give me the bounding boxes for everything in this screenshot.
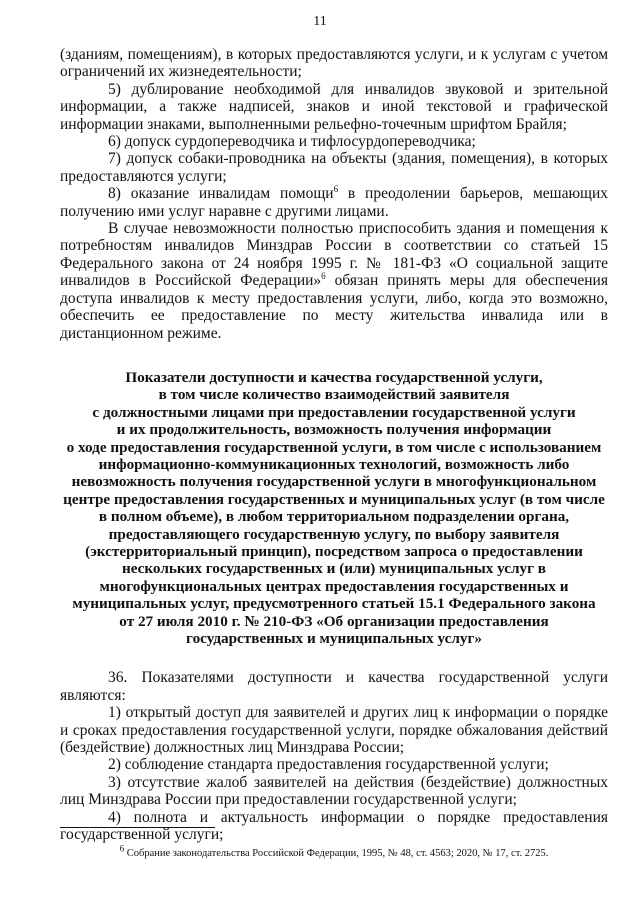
paragraph-federal-law <box>60 220 608 342</box>
footnote-reference: 6 <box>321 271 326 282</box>
footnote <box>60 843 608 859</box>
paragraph-item-6: 6) допуск сурдопереводчика и тифлосурдопереводчика; <box>108 133 476 151</box>
paragraph-continuation: (зданиям, помещениям), в которых предоставляются услуги, и к услугам с учетом ограничений их жизнедеятельности; <box>60 46 608 81</box>
paragraph-item-8-part2: в преодолении барьеров, мешающих получению ими услуг наравне с другими лицами. <box>60 185 609 220</box>
heading-line: в полном объеме), в любом территориальном подразделении органа, <box>98 508 570 526</box>
heading-line: государственных и муниципальных услуг» <box>186 630 482 647</box>
paragraph-item-8 <box>60 185 608 220</box>
section-heading <box>60 369 608 648</box>
paragraph-36-item-4: 4) полнота и актуальность информации о порядке предоставления государственной услуги; <box>60 808 608 844</box>
paragraph-federal-law-part1: В случае невозможности полностью приспособить здания и помещения к потребностям инвалидов Минздрав России в соответствии со статьей 15 Федерального закона от 24 ноября 1995 г. № 181-ФЗ «О социальной защите инвалидов в Российской Федерации» <box>60 220 608 290</box>
heading-line: Показатели доступности и качества государственной услуги, <box>125 368 543 386</box>
heading-line: от 27 июля 2010 г. № 210-ФЗ «Об организации предоставления <box>119 612 549 630</box>
heading-line: многофункциональных центрах предоставления государственных и <box>99 577 569 595</box>
heading-line: невозможность получения государственной услуги в многофункциональном <box>71 473 597 491</box>
heading-line: информационно-коммуникационных технологий, возможность либо <box>98 455 570 473</box>
paragraph-36: 36. Показателями доступности и качества государственной услуги являются: <box>60 669 608 704</box>
heading-line: предоставляющего государственную услугу, по выбору заявителя <box>108 525 560 543</box>
heading-line: центре предоставления государственных и муниципальных услуг (в том числе <box>63 490 605 508</box>
heading-line: и их продолжительность, возможность получения информации <box>116 421 552 439</box>
footnote-number: 6 <box>119 843 125 854</box>
paragraph-36-item-2: 2) соблюдение стандарта предоставления государственной услуги; <box>108 756 549 774</box>
paragraph-item-7: 7) допуск собаки-проводника на объекты (здания, помещения), в которых предоставляются услуги; <box>60 150 608 185</box>
footnote-text: Собрание законодательства Российской Федерации, 1995, № 48, ст. 4563; 2020, № 17, ст. 2725. <box>124 848 549 859</box>
footnote-reference-item-8: 6 <box>333 184 339 195</box>
heading-line: (экстерриториальный принцип), посредством запроса о предоставлении <box>85 542 583 560</box>
paragraph-36-item-1: 1) открытый доступ для заявителей и других лиц к информации о порядке и сроках предоставления государственной услуги, порядке обжалования действий (бездействие) должностных лиц Минздрава России; <box>60 704 608 757</box>
heading-line: в том числе количество взаимодействий заявителя <box>158 386 510 404</box>
heading-line: с должностными лицами при предоставлении государственной услуги <box>92 403 576 421</box>
body-text <box>60 46 608 843</box>
heading-line: муниципальных услуг, предусмотренного статьей 15.1 Федерального закона <box>72 595 596 613</box>
paragraph-item-8-part1: 8) оказание инвалидам помощи <box>108 185 334 203</box>
heading-line: о ходе предоставления государственной услуги, в том числе с использованием <box>66 438 602 456</box>
paragraph-item-5: 5) дублирование необходимой для инвалидов звуковой и зрительной информации, а также надписей, знаков и иной текстовой и графической информации знаками, выполненными рельефно-точечным шрифтом Брайля; <box>60 80 608 133</box>
paragraph-36-item-3: 3) отсутствие жалоб заявителей на действия (бездействие) должностных лиц Минздрава России при предоставлении государственной услуги; <box>60 773 608 809</box>
paragraph-federal-law-part2: обязан принять меры для обеспечения доступа инвалидов к месту предоставления услуги, либо, когда это возможно, обеспечить ее предоставление по месту жительства инвалида или в дистанционном режиме. <box>60 272 608 342</box>
paragraph-item-8-text <box>60 185 608 219</box>
footnote-divider <box>60 827 215 828</box>
heading-line: нескольких государственных и (или) муниципальных услуг в <box>121 560 547 578</box>
page-number: 11 <box>313 14 327 29</box>
